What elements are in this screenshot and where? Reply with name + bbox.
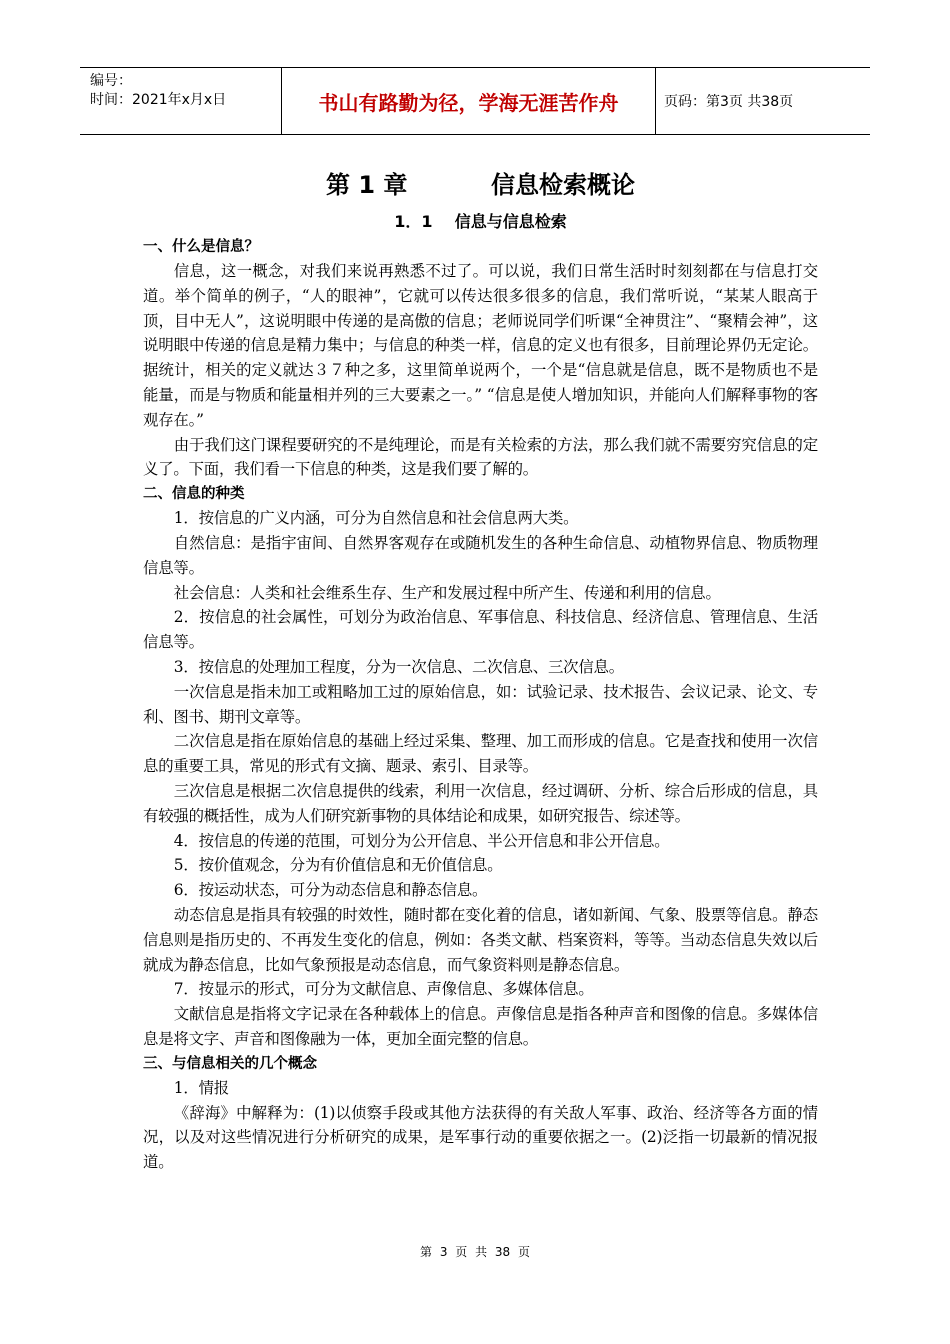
chapter-title: 第 1 章 信息检索概论: [326, 171, 635, 199]
section-heading: 二、信息的种类: [143, 486, 245, 503]
paragraph: 6．按运动状态，可分为动态信息和静态信息。: [173, 881, 488, 900]
paragraph: 1．按信息的广义内涵，可分为自然信息和社会信息两大类。: [173, 509, 579, 528]
paragraph: 动态信息是指具有较强的时效性，随时都在变化着的信息，诸如新闻、气象、股票等信息。静态信息则是指历史的、不再发生变化的信息，例如：各类文献、档案资料，等等。当动态信息失效以后就成为静态信息，比如气象预报是动态信息，而气象资料则是静态信息。: [143, 905, 818, 974]
paragraph: 由于我们这门课程要研究的不是纯理论，而是有关检索的方法，那么我们就不需要穷究信息的定义了。下面，我们看一下信息的种类，这是我们要了解的。: [143, 435, 818, 479]
section-heading: 一、什么是信息？: [143, 239, 259, 255]
document-time-label: 时间：2021年x月x日: [90, 92, 227, 108]
paragraph: 文献信息是指将文字记录在各种载体上的信息。声像信息是指各种声音和图像的信息。多媒体信息是将文字、声音和图像融为一体，更加全面完整的信息。: [143, 1005, 818, 1048]
header-motto: 书山有路勤为径，学海无涯苦作舟: [282, 68, 656, 134]
document-number-label: 编号：: [90, 73, 132, 89]
page-header: [80, 67, 870, 135]
paragraph: 2．按信息的社会属性，可划分为政治信息、军事信息、科技信息、经济信息、管理信息、生活信息等。: [143, 608, 818, 652]
paragraph: 信息，这一概念，对我们来说再熟悉不过了。可以说，我们日常生活时时刻刻都在与信息打交道。举个简单的例子，“人的眼神”，它就可以传达很多很多的信息，我们常听说，“某某人眼高于顶，目中无人”，这说明眼中传递的是高傲的信息；老师说同学们听课“全神贯注”、“聚精会神”，这说明眼中传递的信息是精力集中；与信息的种类一样，信息的定义也有很多，目前理论界仍无定论。据统计，相关的定义就达３７种之多，这里简单说两个，一个是“信息就是信息，既不是物质也不是能量，而是与物质和能量相并列的三大要素之一。” “信息是使人增加知识，并能向人们解释事物的客观存在。”: [143, 262, 818, 429]
paragraph: 一次信息是指未加工或粗略加工过的原始信息，如：试验记录、技术报告、会议记录、论文、专利、图书、期刊文章等。: [143, 682, 818, 726]
page-footer: 第 3 页 共 38 页: [420, 1245, 530, 1259]
document-body: [143, 165, 818, 1175]
paragraph: 1．情报: [173, 1078, 229, 1097]
paragraph: 二次信息是指在原始信息的基础上经过采集、整理、加工而形成的信息。它是查找和使用一次信息的重要工具，常见的形式有文摘、题录、索引、目录等。: [143, 732, 818, 776]
paragraph: 5．按价值观念，分为有价值信息和无价值信息。: [173, 856, 503, 875]
section-title: 1．1 信息与信息检索: [394, 212, 567, 231]
paragraph: 4．按信息的传递的范围，可划分为公开信息、半公开信息和非公开信息。: [173, 831, 670, 850]
paragraph: 三次信息是根据二次信息提供的线索，利用一次信息，经过调研、分析、综合后形成的信息，具有较强的概括性，成为人们研究新事物的具体结论和成果，如研究报告、综述等。: [143, 781, 818, 825]
paragraph: 自然信息：是指宇宙间、自然界客观存在或随机发生的各种生命信息、动植物界信息、物质物理信息等。: [143, 533, 818, 577]
paragraph: 3．按信息的处理加工程度，分为一次信息、二次信息、三次信息。: [173, 657, 624, 676]
section-heading: 三、与信息相关的几个概念: [143, 1055, 317, 1072]
paragraph: 社会信息：人类和社会维系生存、生产和发展过程中所产生、传递和利用的信息。: [173, 583, 721, 602]
content-blocks: [143, 235, 818, 1175]
paragraph: 《辞海》中解释为：(1)以侦察手段或其他方法获得的有关敌人军事、政治、经济等各方面的情况，以及对这些情况进行分析研究的成果，是军事行动的重要依据之一。(2)泛指一切最新的情况报道。: [143, 1103, 818, 1172]
header-page-info: 页码：第3页 共38页: [664, 94, 794, 110]
header-meta: [80, 68, 282, 134]
paragraph: 7．按显示的形式，可分为文献信息、声像信息、多媒体信息。: [173, 980, 594, 999]
